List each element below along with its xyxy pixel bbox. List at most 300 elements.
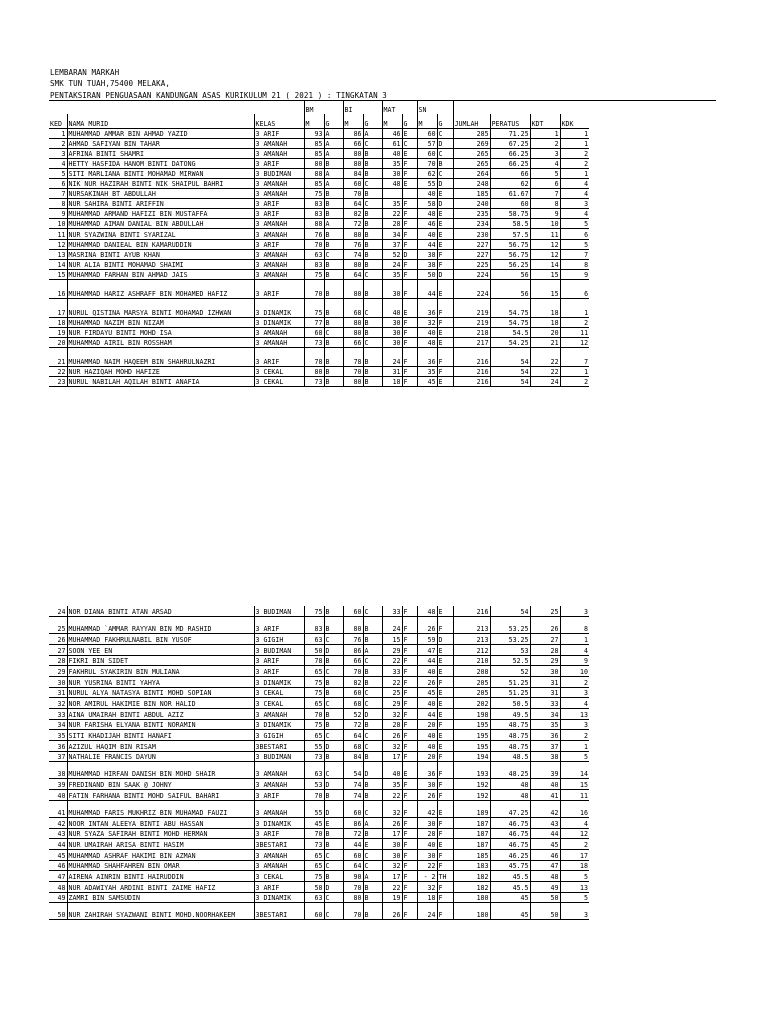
cell-bi-g: B — [363, 189, 382, 199]
cell-kelas: 3 GIGIH — [254, 634, 304, 645]
cell-sn-g: F — [437, 849, 453, 860]
cell-sn-g: E — [437, 606, 453, 617]
cell-bm-m: 63 — [304, 249, 324, 259]
cell-kelas: 3 BUDIMAN — [254, 751, 304, 762]
cell-kdt: 22 — [530, 348, 560, 367]
cell-jumlah: 224 — [453, 279, 490, 298]
cell-bm-m: 68 — [304, 328, 324, 338]
cell-sn-g: E — [437, 730, 453, 741]
cell-bi-m: 66 — [343, 138, 363, 148]
cell-jumlah: 227 — [453, 239, 490, 249]
cell-nama: MUHAMMAD NAIM HAQEEM BIN SHAHRULNAZRI — [67, 348, 254, 367]
cell-jumlah: 216 — [453, 606, 490, 617]
cell-kdk: 1 — [560, 128, 589, 138]
cell-kdt: 47 — [530, 860, 560, 871]
cell-kelas: 3 ARIF — [254, 666, 304, 677]
cell-mat-g: F — [402, 199, 417, 209]
cell-kdt: 44 — [530, 828, 560, 839]
cell-jumlah: 187 — [453, 839, 490, 850]
cell-sn-m: 40 — [417, 666, 437, 677]
cell-kdt: 4 — [530, 158, 560, 168]
cell-mat-g: F — [402, 279, 417, 298]
cell-kdk: 7 — [560, 249, 589, 259]
cell-nama: MUHAMMAD HIRFAN DANISH BIN MOHD SHAIR — [67, 762, 254, 779]
cell-sn-m: 60 — [417, 128, 437, 138]
cell-bi-g: C — [363, 741, 382, 752]
cell-kelas: 3 AMANAH — [254, 338, 304, 348]
cell-peratus: 48.25 — [490, 762, 530, 779]
cell-bm-m: 55 — [304, 800, 324, 817]
cell-kdk: 1 — [560, 168, 589, 178]
cell-sn-m: 24 — [417, 903, 437, 920]
cell-mat-m — [382, 189, 402, 199]
cell-sn-m: 70 — [417, 158, 437, 168]
cell-nama: MUHAMMAD `AMMAR RAYYAN BIN MD RASHID — [67, 617, 254, 634]
cell-bi-m: 66 — [343, 655, 363, 666]
cell-bi-m: 80 — [343, 279, 363, 298]
cell-kdk: 3 — [560, 903, 589, 920]
cell-bi-m: 76 — [343, 634, 363, 645]
cell-nama: HETTY HASFIDA HANOM BINTI DATONG — [67, 158, 254, 168]
cell-sn-g: D — [437, 269, 453, 279]
cell-peratus: 66.25 — [490, 158, 530, 168]
cell-bm-g: C — [324, 762, 343, 779]
cell-kdk: 8 — [560, 259, 589, 269]
cell-kelas: 3 DINAMIK — [254, 298, 304, 317]
table-row — [49, 687, 589, 698]
cell-bi-m: 80 — [343, 892, 363, 903]
subject-bm: BM — [304, 101, 343, 114]
cell-bm-m: 73 — [304, 338, 324, 348]
cell-bi-m: 80 — [343, 317, 363, 327]
cell-bi-g: B — [363, 903, 382, 920]
cell-nama: SOON YEE EN — [67, 644, 254, 655]
cell-bm-g: B — [324, 828, 343, 839]
table-row — [49, 860, 589, 871]
cell-bm-g: B — [324, 279, 343, 298]
cell-mat-g: F — [402, 239, 417, 249]
cell-peratus: 66.25 — [490, 148, 530, 158]
cell-peratus: 52 — [490, 666, 530, 677]
cell-kdt: 20 — [530, 328, 560, 338]
cell-kelas: 3 AMANAH — [254, 849, 304, 860]
cell-kdk: 3 — [560, 606, 589, 617]
cell-kdk: 16 — [560, 800, 589, 817]
cell-bm-m: 77 — [304, 317, 324, 327]
table-row — [49, 158, 589, 168]
cell-nama: NUR ZAHIRAH SYAZWANI BINTI MOHD.NOORHAKEEM — [67, 903, 254, 920]
cell-bm-g: B — [324, 655, 343, 666]
cell-kdk: 14 — [560, 762, 589, 779]
table-row — [49, 168, 589, 178]
cell-sn-g: F — [437, 348, 453, 367]
cell-sn-m: 48 — [417, 606, 437, 617]
cell-kdk: 7 — [560, 348, 589, 367]
cell-sn-m: 44 — [417, 655, 437, 666]
cell-sn-g: F — [437, 617, 453, 634]
cell-sn-g: D — [437, 178, 453, 188]
cell-sn-g: E — [437, 709, 453, 720]
cell-kdt: 15 — [530, 269, 560, 279]
cell-kdt: 43 — [530, 817, 560, 828]
cell-peratus: 48.5 — [490, 751, 530, 762]
cell-mat-m: 32 — [382, 800, 402, 817]
cell-bi-m: 86 — [343, 817, 363, 828]
cell-sn-g: E — [437, 644, 453, 655]
cell-kelas: 3 CEKAL — [254, 377, 304, 387]
cell-mat-m: 24 — [382, 617, 402, 634]
cell-jumlah: 208 — [453, 666, 490, 677]
table-row — [49, 790, 589, 801]
cell-jumlah: 265 — [453, 148, 490, 158]
cell-ked: 40 — [49, 790, 67, 801]
cell-sn-m: - 2 — [417, 871, 437, 882]
cell-bm-g: B — [324, 317, 343, 327]
cell-nama: MUHAMMAD AIRIL BIN ROSSHAM — [67, 338, 254, 348]
cell-kelas: 3 GIGIH — [254, 730, 304, 741]
cell-peratus: 51.25 — [490, 687, 530, 698]
cell-kelas: 3 ARIF — [254, 881, 304, 892]
cell-kdt: 18 — [530, 317, 560, 327]
cell-kdk: 12 — [560, 828, 589, 839]
cell-sn-m: 30 — [417, 849, 437, 860]
cell-mat-m: 30 — [382, 317, 402, 327]
cell-ked: 47 — [49, 871, 67, 882]
cell-bm-g: B — [324, 338, 343, 348]
cell-ked: 34 — [49, 719, 67, 730]
cell-jumlah: 212 — [453, 644, 490, 655]
cell-bm-m: 80 — [304, 158, 324, 168]
cell-bm-g: B — [324, 367, 343, 377]
cell-sn-g: E — [437, 229, 453, 239]
cell-ked: 24 — [49, 606, 67, 617]
cell-kelas: 3 CEKAL — [254, 871, 304, 882]
cell-mat-g: F — [402, 892, 417, 903]
cell-kdt: 18 — [530, 298, 560, 317]
cell-kelas: 3 AMANAH — [254, 138, 304, 148]
cell-peratus: 48.75 — [490, 719, 530, 730]
cell-kdk: 15 — [560, 779, 589, 790]
cell-ked: 6 — [49, 178, 67, 188]
table-row — [49, 178, 589, 188]
cell-mat-g: E — [402, 128, 417, 138]
cell-bi-g: B — [363, 892, 382, 903]
cell-kdk: 9 — [560, 269, 589, 279]
cell-peratus: 45.5 — [490, 881, 530, 892]
cell-mat-g: F — [402, 317, 417, 327]
cell-sn-m: 45 — [417, 377, 437, 387]
col-kdk: KDK — [560, 114, 589, 128]
cell-mat-m: 35 — [382, 199, 402, 209]
cell-peratus: 53.25 — [490, 634, 530, 645]
cell-kdt: 40 — [530, 779, 560, 790]
cell-nama: NOR DIANA BINTI ATAN ARSAD — [67, 606, 254, 617]
table-row — [49, 644, 589, 655]
cell-bi-m: 60 — [343, 849, 363, 860]
cell-ked: 20 — [49, 338, 67, 348]
cell-jumlah: 193 — [453, 762, 490, 779]
cell-nama: NURUL QISTINA MARSYA BINTI MOHAMAD IZHWAN — [67, 298, 254, 317]
cell-bm-g: B — [324, 377, 343, 387]
cell-ked: 32 — [49, 698, 67, 709]
cell-bm-m: 88 — [304, 168, 324, 178]
cell-ked: 8 — [49, 199, 67, 209]
cell-mat-m: 40 — [382, 148, 402, 158]
cell-sn-g: F — [437, 860, 453, 871]
cell-kdk: 5 — [560, 871, 589, 882]
cell-peratus: 56.25 — [490, 259, 530, 269]
cell-sn-g: E — [437, 239, 453, 249]
cell-peratus: 54.5 — [490, 328, 530, 338]
table-row — [49, 676, 589, 687]
cell-peratus: 47.25 — [490, 800, 530, 817]
cell-kelas: 3 DINAMIK — [254, 719, 304, 730]
cell-sn-m: 58 — [417, 199, 437, 209]
cell-bi-m: 68 — [343, 741, 363, 752]
cell-nama: NUR FARISHA ELYANA BINTI NORAMIN — [67, 719, 254, 730]
cell-kdk: 3 — [560, 719, 589, 730]
cell-mat-g: F — [402, 903, 417, 920]
col-peratus: PERATUS — [490, 114, 530, 128]
cell-peratus: 48.75 — [490, 730, 530, 741]
cell-bi-g: B — [363, 219, 382, 229]
cell-mat-m: 34 — [382, 229, 402, 239]
col-kelas: KELAS — [254, 114, 304, 128]
cell-ked: 11 — [49, 229, 67, 239]
cell-kdk: 2 — [560, 839, 589, 850]
cell-kdt: 26 — [530, 617, 560, 634]
cell-mat-g: F — [402, 348, 417, 367]
cell-sn-g: E — [437, 741, 453, 752]
cell-bm-g: E — [324, 817, 343, 828]
cell-sn-m: 59 — [417, 634, 437, 645]
cell-kdt: 29 — [530, 655, 560, 666]
cell-bi-m: 72 — [343, 719, 363, 730]
cell-ked: 5 — [49, 168, 67, 178]
cell-bi-m: 90 — [343, 871, 363, 882]
cell-bi-g: C — [363, 178, 382, 188]
cell-bm-g: B — [324, 199, 343, 209]
cell-kdk: 6 — [560, 229, 589, 239]
cell-bm-g: D — [324, 779, 343, 790]
cell-bi-m: 80 — [343, 259, 363, 269]
table-row — [49, 730, 589, 741]
cell-peratus: 67.25 — [490, 138, 530, 148]
cell-ked: 42 — [49, 817, 67, 828]
table-row — [49, 367, 589, 377]
cell-bi-g: B — [363, 779, 382, 790]
cell-kdk: 18 — [560, 860, 589, 871]
cell-kdt: 30 — [530, 666, 560, 677]
cell-mat-g: F — [402, 666, 417, 677]
cell-bi-m: 64 — [343, 199, 363, 209]
cell-kdt: 36 — [530, 730, 560, 741]
cell-kdk: 5 — [560, 239, 589, 249]
cell-jumlah: 185 — [453, 849, 490, 860]
cell-jumlah: 213 — [453, 634, 490, 645]
cell-bm-g: D — [324, 881, 343, 892]
cell-kelas: 3 AMANAH — [254, 779, 304, 790]
cell-ked: 25 — [49, 617, 67, 634]
cell-bi-g: B — [363, 719, 382, 730]
marks-table-1 — [49, 101, 589, 387]
cell-nama: MUHAMMAD FARIS MUKHRIZ BIN MUHAMAD FAUZI — [67, 800, 254, 817]
cell-kdk: 13 — [560, 881, 589, 892]
cell-mat-m: 40 — [382, 298, 402, 317]
cell-sn-m: 32 — [417, 317, 437, 327]
cell-jumlah: 269 — [453, 138, 490, 148]
cell-kelas: 3 BUDIMAN — [254, 644, 304, 655]
cell-mat-m: 61 — [382, 138, 402, 148]
cell-sn-m: 57 — [417, 138, 437, 148]
cell-bm-g: B — [324, 687, 343, 698]
cell-ked: 45 — [49, 849, 67, 860]
cell-bm-g: A — [324, 219, 343, 229]
cell-mat-m: 24 — [382, 259, 402, 269]
cell-bm-g: B — [324, 348, 343, 367]
cell-jumlah: 265 — [453, 158, 490, 168]
cell-bm-m: 73 — [304, 751, 324, 762]
cell-sn-g: TH — [437, 871, 453, 882]
cell-sn-g: E — [437, 189, 453, 199]
table-row — [49, 762, 589, 779]
cell-nama: MUHAMMAD DANIEAL BIN KAMARUDDIN — [67, 239, 254, 249]
cell-mat-m: 30 — [382, 328, 402, 338]
cell-mat-m: 28 — [382, 219, 402, 229]
cell-kdk: 1 — [560, 741, 589, 752]
cell-bm-g: A — [324, 128, 343, 138]
cell-bi-g: B — [363, 328, 382, 338]
cell-mat-m: 18 — [382, 377, 402, 387]
cell-ked: 36 — [49, 741, 67, 752]
cell-kelas: 3 AMANAH — [254, 219, 304, 229]
cell-ked: 16 — [49, 279, 67, 298]
cell-bm-g: C — [324, 849, 343, 860]
cell-ked: 3 — [49, 148, 67, 158]
cell-sn-g: D — [437, 634, 453, 645]
cell-bi-m: 80 — [343, 148, 363, 158]
cell-kdk: 2 — [560, 148, 589, 158]
cell-bm-m: 63 — [304, 634, 324, 645]
cell-kelas: 3 ARIF — [254, 199, 304, 209]
cell-bi-g: B — [363, 317, 382, 327]
cell-jumlah: 187 — [453, 817, 490, 828]
cell-nama: NUR SYAZWINA BINTI SYARIZAL — [67, 229, 254, 239]
cell-ked: 50 — [49, 903, 67, 920]
cell-sn-m: 20 — [417, 719, 437, 730]
cell-kelas: 3 BUDIMAN — [254, 168, 304, 178]
table-row — [49, 634, 589, 645]
cell-kdk: 17 — [560, 849, 589, 860]
cell-sn-m: 22 — [417, 860, 437, 871]
table-row — [49, 138, 589, 148]
cell-nama: MASRINA BINTI AYUB KHAN — [67, 249, 254, 259]
cell-bi-g: B — [363, 148, 382, 158]
cell-mat-g: F — [402, 229, 417, 239]
cell-sn-g: C — [437, 148, 453, 158]
cell-kdk: 13 — [560, 709, 589, 720]
cell-peratus: 62 — [490, 178, 530, 188]
cell-sn-m: 36 — [417, 762, 437, 779]
cell-bm-m: 73 — [304, 839, 324, 850]
cell-kdk: 2 — [560, 317, 589, 327]
cell-sn-m: 20 — [417, 751, 437, 762]
table-row — [49, 903, 589, 920]
cell-bm-m: 70 — [304, 709, 324, 720]
cell-bm-g: B — [324, 790, 343, 801]
cell-bi-m: 82 — [343, 676, 363, 687]
cell-sn-m: 48 — [417, 338, 437, 348]
cell-bm-g: B — [324, 158, 343, 168]
cell-mat-g: F — [402, 269, 417, 279]
cell-ked: 17 — [49, 298, 67, 317]
cell-mat-g: F — [402, 751, 417, 762]
cell-sn-m: 40 — [417, 189, 437, 199]
cell-kdt: 46 — [530, 849, 560, 860]
cell-sn-g: F — [437, 903, 453, 920]
cell-sn-m: 55 — [417, 178, 437, 188]
cell-kdk: 9 — [560, 655, 589, 666]
cell-ked: 30 — [49, 676, 67, 687]
cell-mat-m: 28 — [382, 719, 402, 730]
cell-peratus: 58.5 — [490, 219, 530, 229]
cell-bi-g: D — [363, 762, 382, 779]
cell-kdt: 25 — [530, 606, 560, 617]
cell-mat-m: 17 — [382, 828, 402, 839]
cell-nama: AZIZUL HAQIM BIN RISAM — [67, 741, 254, 752]
cell-bi-m: 68 — [343, 298, 363, 317]
cell-mat-m: 30 — [382, 338, 402, 348]
cell-sn-m: 40 — [417, 741, 437, 752]
cell-nama: NOR AMIRUL HAKIMIE BIN NOR HALID — [67, 698, 254, 709]
cell-bi-g: B — [363, 229, 382, 239]
cell-nama: MUHAMMAD AMMAR BIN AHMAD YAZID — [67, 128, 254, 138]
cell-mat-g: F — [402, 328, 417, 338]
cell-ked: 22 — [49, 367, 67, 377]
cell-kdk: 2 — [560, 377, 589, 387]
table-row — [49, 229, 589, 239]
cell-mat-m: 30 — [382, 279, 402, 298]
cell-bi-g: B — [363, 209, 382, 219]
cell-kdt: 38 — [530, 751, 560, 762]
table-row — [49, 328, 589, 338]
cell-bm-g: C — [324, 328, 343, 338]
cell-bm-g: A — [324, 168, 343, 178]
cell-nama: MUHAMMAD HARIZ ASHRAFF BIN MOHAMED HAFIZ — [67, 279, 254, 298]
cell-nama: NUR FIRDAYU BINTI MOHD ISA — [67, 328, 254, 338]
col-kdt: KDT — [530, 114, 560, 128]
cell-sn-m: 44 — [417, 239, 437, 249]
cell-sn-g: F — [437, 790, 453, 801]
cell-kdk: 5 — [560, 751, 589, 762]
cell-kdt: 8 — [530, 199, 560, 209]
cell-bm-m: 75 — [304, 871, 324, 882]
cell-kdt: 45 — [530, 839, 560, 850]
cell-bi-m: 86 — [343, 128, 363, 138]
cell-bi-g: C — [363, 606, 382, 617]
cell-mat-m: 30 — [382, 839, 402, 850]
cell-kelas: 3 DINAMIK — [254, 317, 304, 327]
cell-bi-m: 86 — [343, 644, 363, 655]
cell-mat-m: 19 — [382, 892, 402, 903]
cell-sn-m: 44 — [417, 709, 437, 720]
cell-bm-g: B — [324, 751, 343, 762]
cell-jumlah: 210 — [453, 655, 490, 666]
cell-mat-m: 22 — [382, 209, 402, 219]
cell-jumlah: 192 — [453, 779, 490, 790]
cell-sn-m: 40 — [417, 229, 437, 239]
col-bm-m: M — [304, 114, 324, 128]
